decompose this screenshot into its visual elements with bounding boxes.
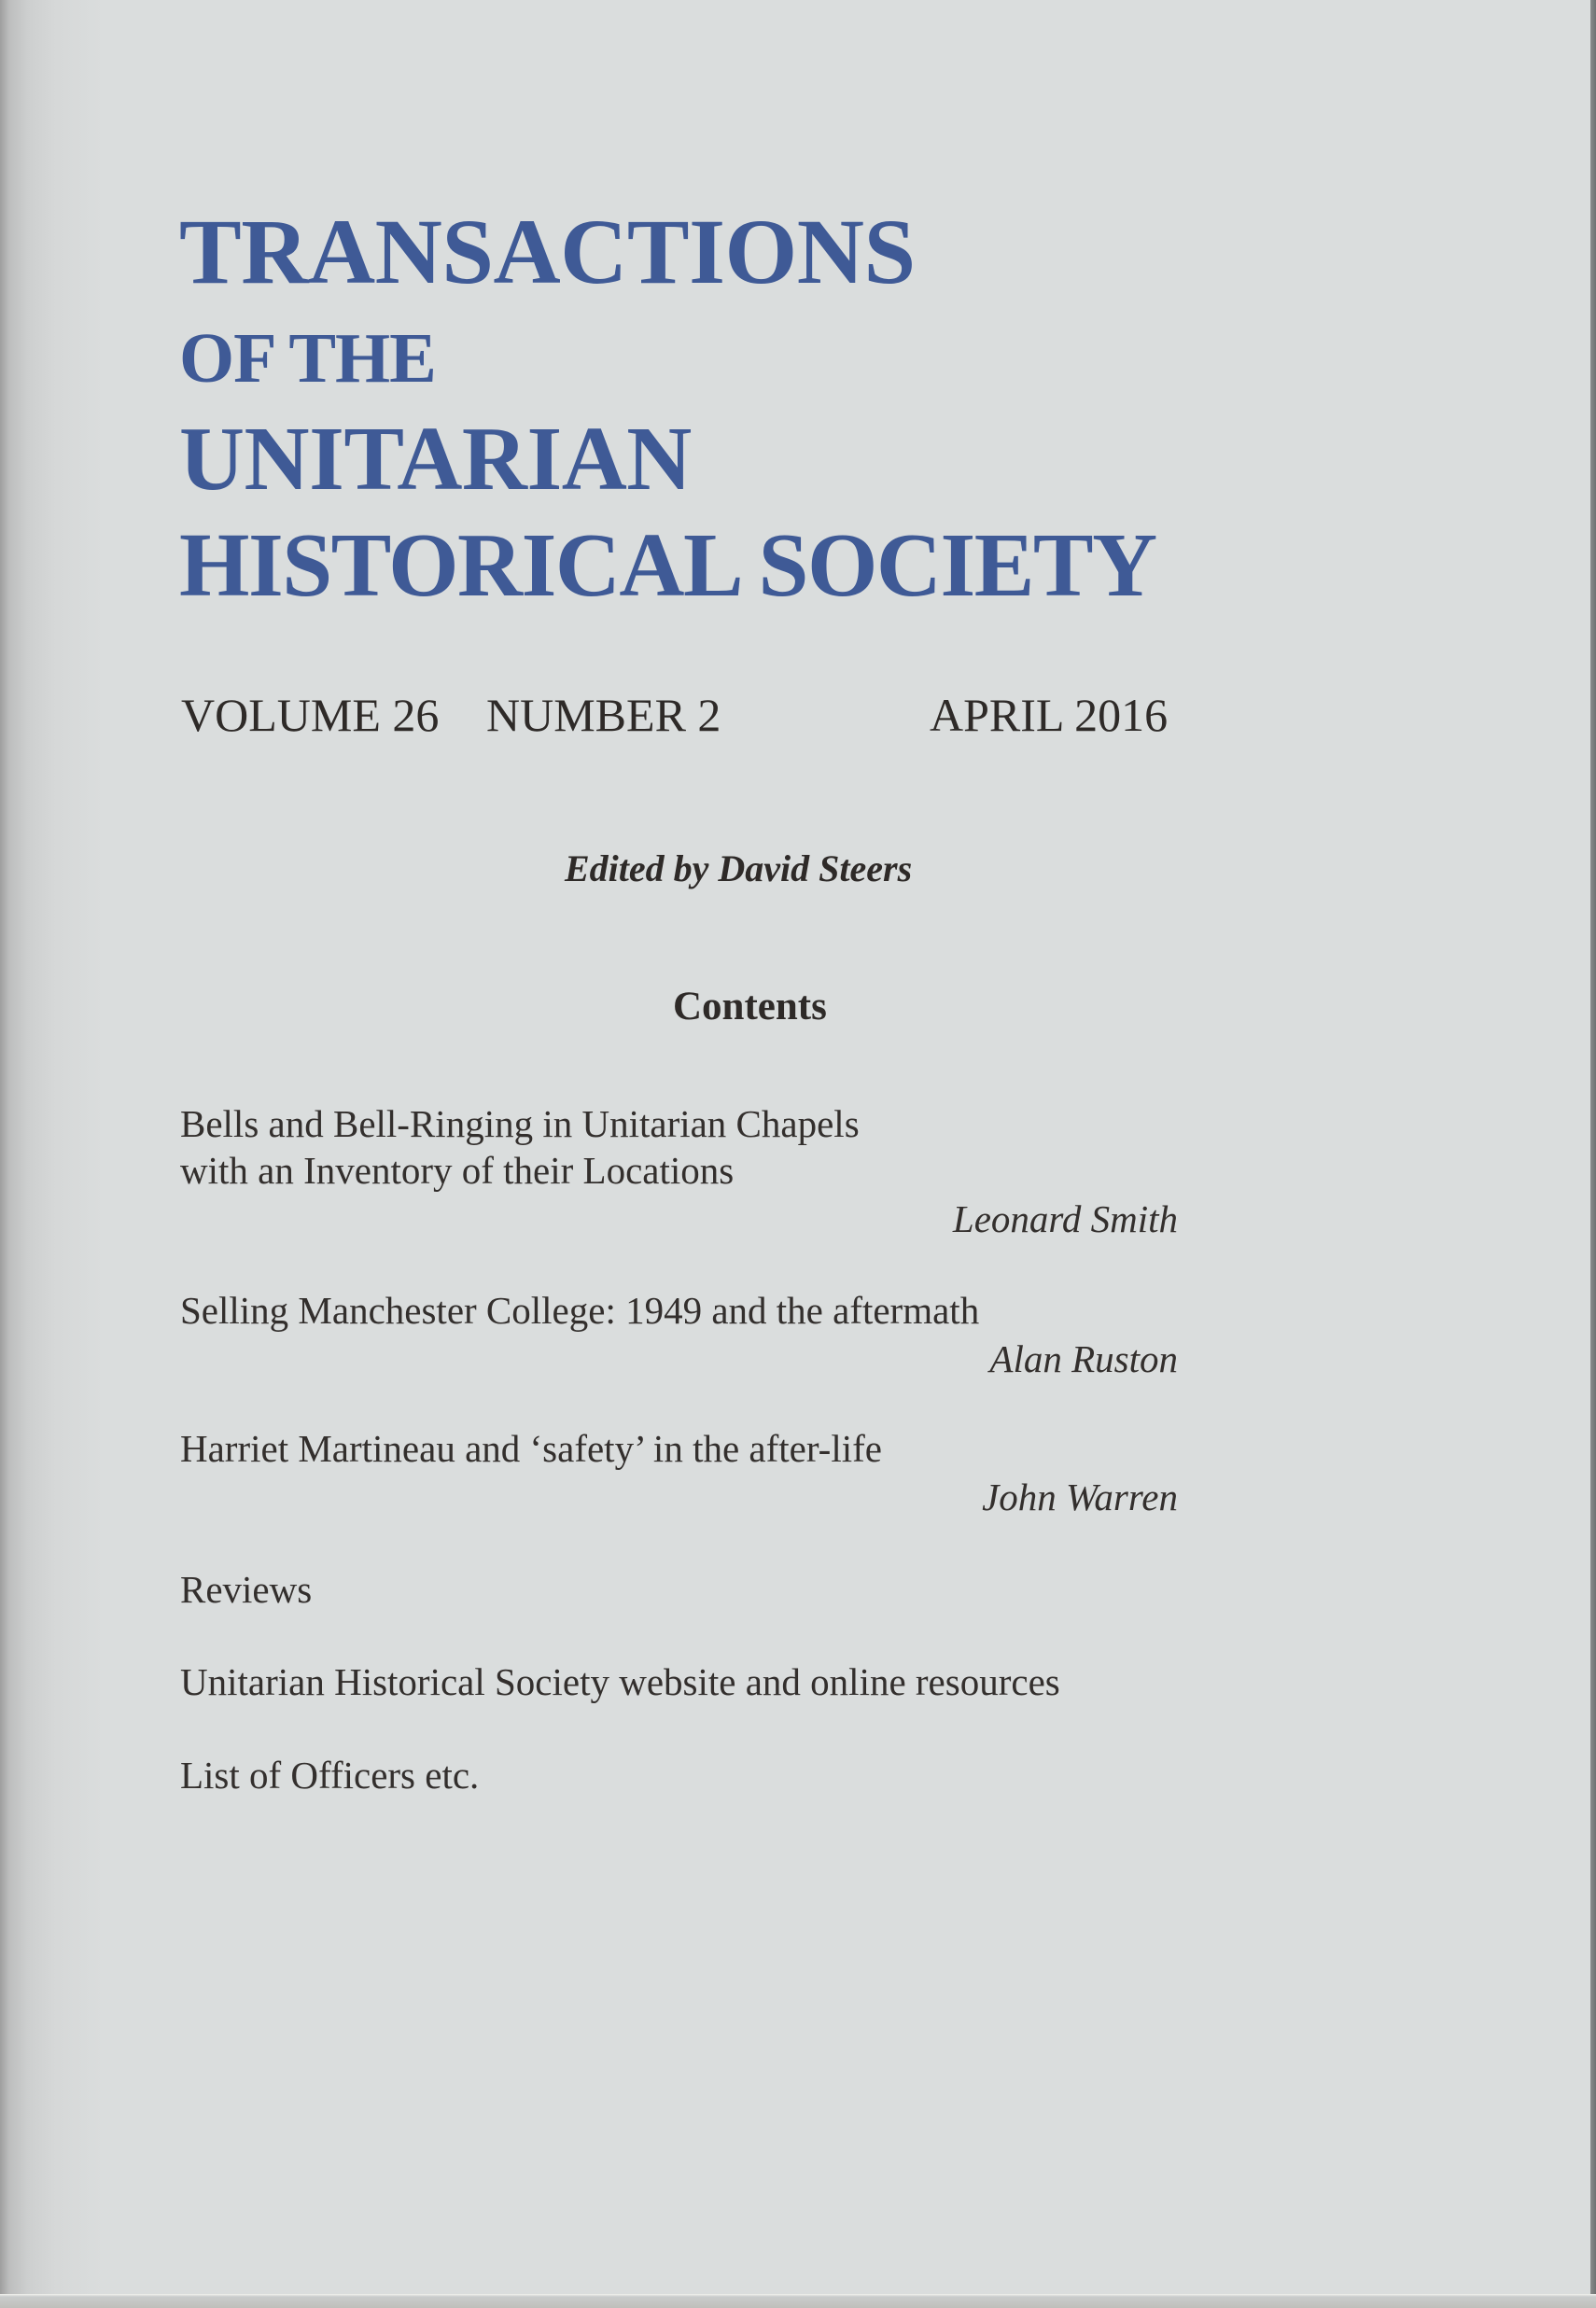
entry-title-continued: with an Inventory of their Locations <box>180 1149 735 1192</box>
title-line-of-the: OF THE <box>179 319 436 398</box>
contents-heading: Contents <box>673 985 827 1028</box>
issue-date: APRIL 2016 <box>930 689 1169 741</box>
spine-shadow <box>0 0 103 2294</box>
entry-author: Leonard Smith <box>952 1197 1178 1240</box>
entry-title: Unitarian Historical Society website and online resources <box>180 1660 1060 1703</box>
entry-title: Harriet Martineau and ‘safety’ in the after-life <box>180 1427 882 1470</box>
volume-label: VOLUME 26 <box>181 689 440 741</box>
entry-title: Selling Manchester College: 1949 and the aftermath <box>180 1289 980 1332</box>
title-line-unitarian: UNITARIAN <box>179 409 692 509</box>
cover-bottom-edge <box>0 2294 1596 2308</box>
entry-title: Reviews <box>180 1568 313 1611</box>
cover-right-edge <box>1590 0 1596 2308</box>
entry-title: Bells and Bell-Ringing in Unitarian Chapels <box>180 1102 860 1145</box>
title-line-transactions: TRANSACTIONS <box>179 200 916 303</box>
entry-author: Alan Ruston <box>989 1337 1178 1380</box>
editor-credit: Edited by David Steers <box>565 847 913 889</box>
title-line-historical-society: HISTORICAL SOCIETY <box>179 515 1156 615</box>
number-label: NUMBER 2 <box>486 689 721 741</box>
entry-title: List of Officers etc. <box>180 1754 480 1797</box>
entry-author: John Warren <box>982 1476 1178 1518</box>
